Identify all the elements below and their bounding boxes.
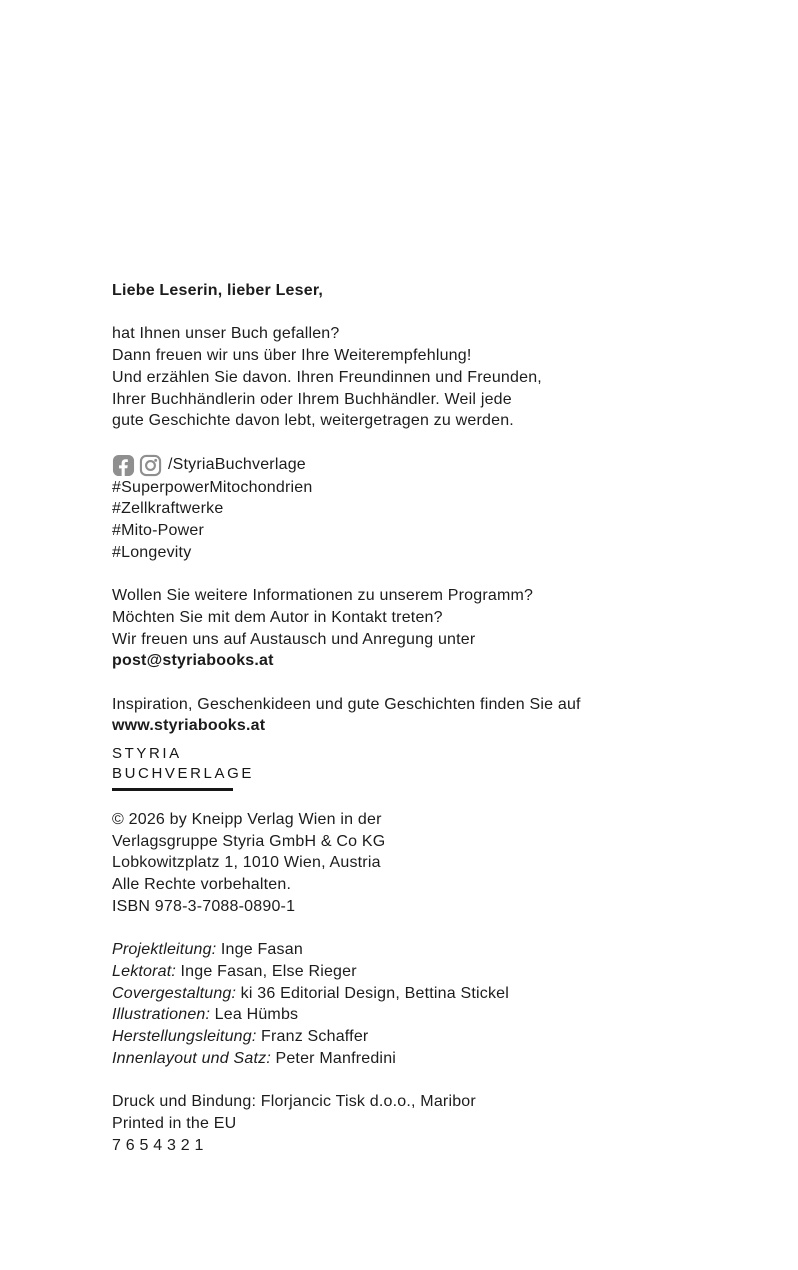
credit-value: Peter Manfredini [275,1049,397,1067]
publisher-logo-underline [112,788,233,791]
social-block [112,454,738,564]
hashtag: #SuperpowerMitochondrien [112,478,313,496]
publisher-logo [112,744,738,791]
inspiration-line: Inspiration, Geschenkideen und gute Geschichten finden Sie auf [112,695,581,713]
credit-label: Illustrationen: [112,1006,211,1024]
contact-email: post@styriabooks.at [112,652,274,670]
credit-value: Inge Fasan, Else Rieger [180,962,357,980]
credit-row [112,1004,738,1026]
publisher-logo-line2: BUCHVERLAGE [112,765,254,782]
intro-paragraph [112,323,738,432]
print-info-block [112,1091,738,1156]
credit-value: Inge Fasan [220,941,303,959]
social-row [112,454,738,477]
contact-line: Wollen Sie weitere Informationen zu unserem Programm? [112,587,534,605]
website-url: www.styriabooks.at [112,717,266,735]
isbn-line: ISBN 978-3-7088-0890-1 [112,897,296,915]
credit-row [112,939,738,961]
print-line: Druck und Bindung: Florjancic Tisk d.o.o., Maribor [112,1093,476,1111]
copyright-line: Verlagsgruppe Styria GmbH & Co KG [112,832,386,850]
facebook-icon [112,454,135,477]
copyright-block [112,809,738,918]
credits-block [112,939,738,1069]
intro-line: Dann freuen wir uns über Ihre Weiterempfehlung! [112,347,472,365]
hashtag: #Mito-Power [112,522,205,539]
hashtag: #Zellkraftwerke [112,500,224,518]
credit-row [112,983,738,1005]
credit-row [112,1026,738,1048]
copyright-line: © 2026 by Kneipp Verlag Wien in der [112,811,382,828]
website-paragraph [112,694,738,737]
credit-label: Projektleitung: [112,941,217,959]
credit-label: Herstellungsleitung: [112,1028,257,1046]
social-handle: /StyriaBuchverlage [168,456,306,474]
contact-line: Möchten Sie mit dem Autor in Kontakt treten? [112,608,443,626]
intro-line: Und erzählen Sie davon. Ihren Freundinnen und Freunden, [112,368,542,386]
credit-value: Lea Hümbs [214,1006,299,1024]
contact-line: Wir freuen uns auf Austausch und Anregung unter [112,630,476,648]
print-line: Printed in the EU [112,1114,237,1132]
intro-line: hat Ihnen unser Buch gefallen? [112,325,340,343]
credit-value: ki 36 Editorial Design, Bettina Stickel [240,984,510,1002]
hashtag: #Longevity [112,543,192,561]
credit-label: Lektorat: [112,962,177,980]
copyright-line: Alle Rechte vorbehalten. [112,876,292,894]
publisher-logo-line1: STYRIA [112,745,182,762]
credit-label: Covergestaltung: [112,984,237,1002]
intro-line: Ihrer Buchhändlerin oder Ihrem Buchhändler. Weil jede [112,390,512,408]
imprint-page [112,280,738,1156]
credit-label: Innenlayout und Satz: [112,1049,271,1067]
credit-row [112,1048,738,1070]
print-run-numbers: 7 6 5 4 3 2 1 [112,1136,204,1154]
greeting-heading: Liebe Leserin, lieber Leser, [112,282,324,299]
credit-value: Franz Schaffer [261,1028,369,1046]
credit-row [112,961,738,983]
instagram-icon [139,454,162,477]
contact-paragraph [112,585,738,672]
intro-line: gute Geschichte davon lebt, weitergetragen zu werden. [112,412,514,430]
copyright-line: Lobkowitzplatz 1, 1010 Wien, Austria [112,854,381,872]
